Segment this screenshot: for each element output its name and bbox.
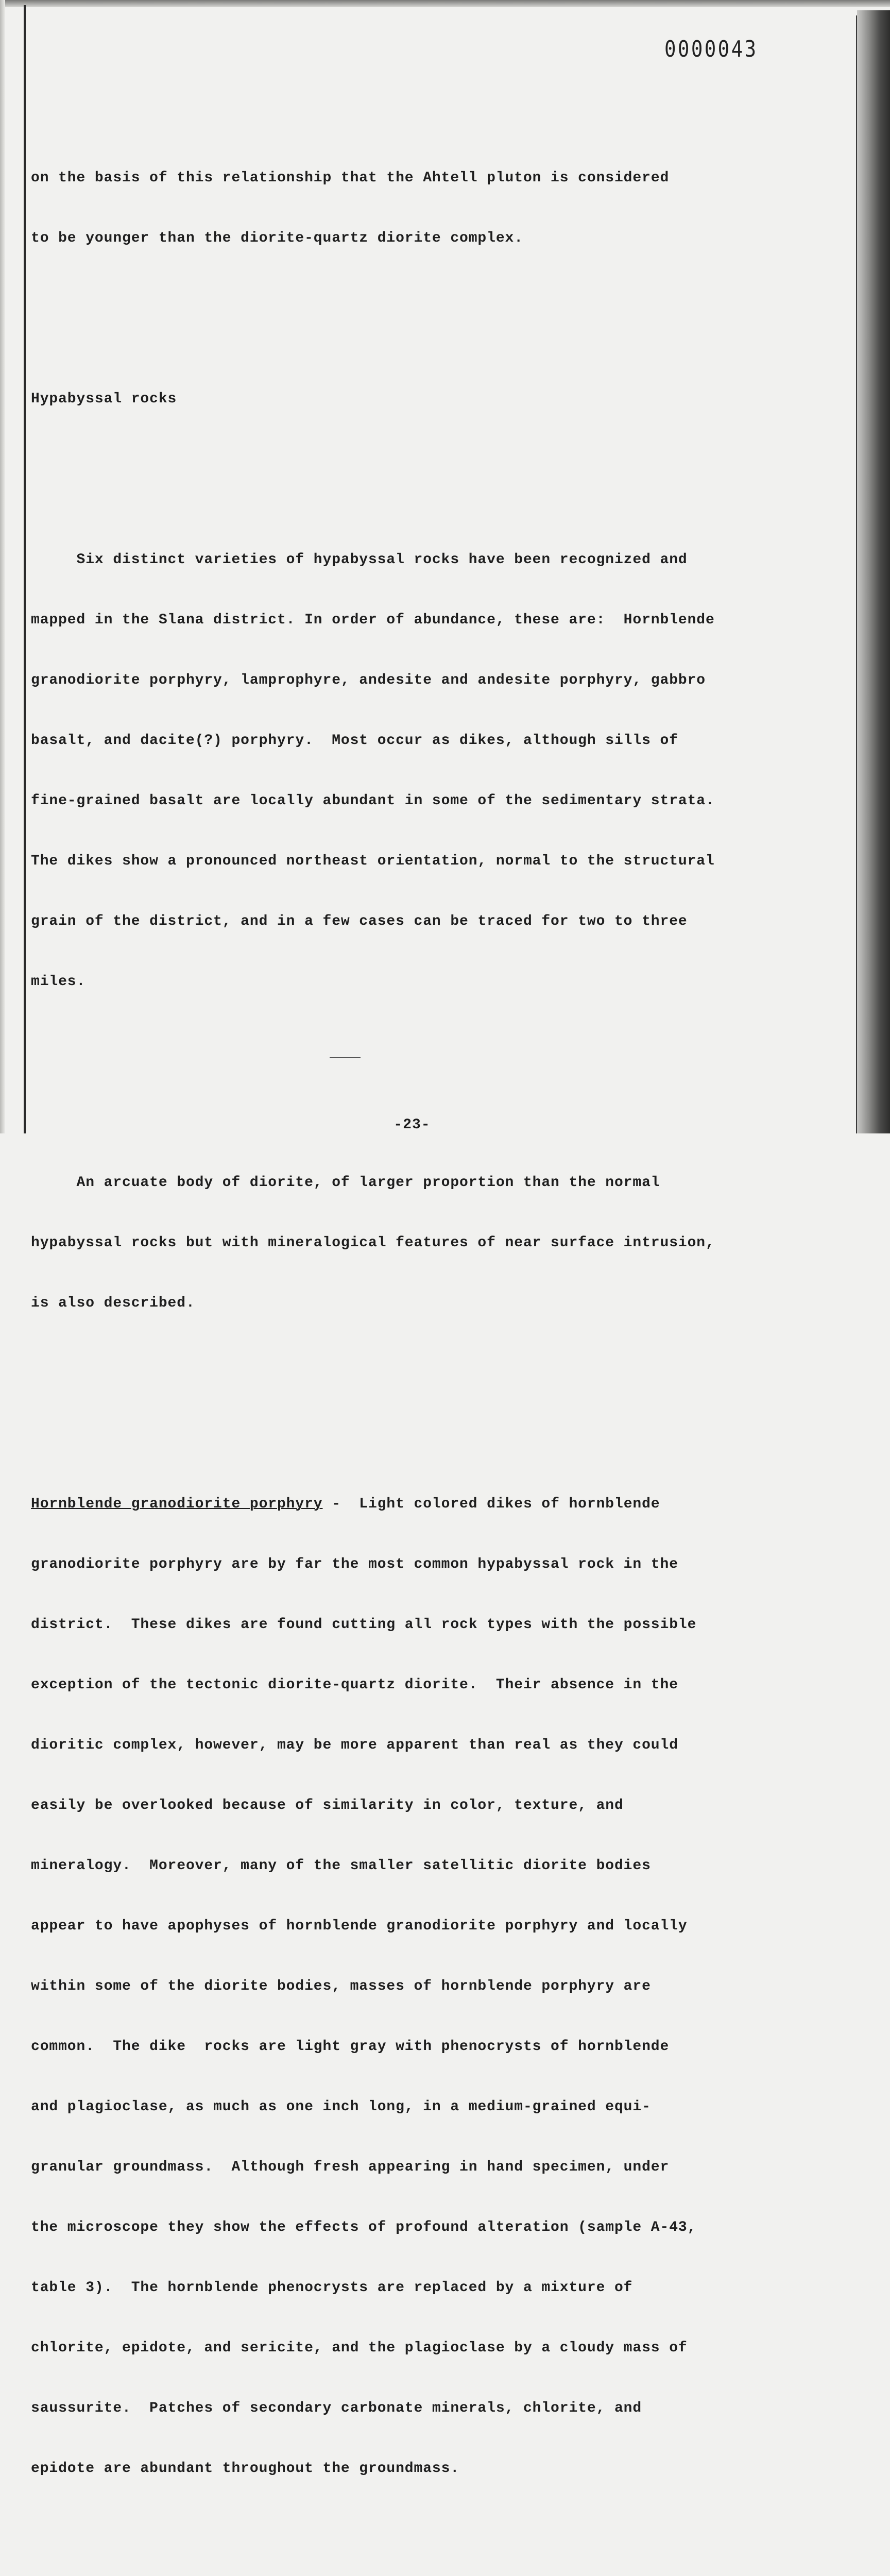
text-line: common. The dike rocks are light gray with phenocrysts of hornblende xyxy=(31,2039,670,2055)
text-line: within some of the diorite bodies, masses of hornblende porphyry are xyxy=(31,1978,651,1994)
text-line: miles. xyxy=(31,974,86,990)
text-line: An arcuate body of diorite, of larger proportion than the normal xyxy=(31,1175,660,1191)
text-line: grain of the district, and in a few cases can be traced for two to three xyxy=(31,913,688,929)
left-margin-line xyxy=(24,5,26,1133)
text-line: is also described. xyxy=(31,1295,195,1311)
text-line: epidote are abundant throughout the groundmass. xyxy=(31,2461,460,2477)
text-line: basalt, and dacite(?) porphyry. Most occur as dikes, although sills of xyxy=(31,733,678,749)
text-line: on the basis of this relationship that the Ahtell pluton is considered xyxy=(31,170,670,186)
subsection-title-hornblende: Hornblende granodiorite porphyry xyxy=(31,1496,323,1512)
text-line: fine-grained basalt are locally abundant in some of the sedimentary strata. xyxy=(31,793,715,809)
text-line: easily be overlooked because of similarity in color, texture, and xyxy=(31,1798,624,1814)
text-line: the microscope they show the effects of profound alteration (sample A-43, xyxy=(31,2219,697,2235)
text-line: hypabyssal rocks but with mineralogical features of near surface intrusion, xyxy=(31,1235,715,1251)
paragraph-2 xyxy=(31,510,855,1032)
paragraph-hornblende xyxy=(31,1454,855,2519)
scan-shadow-right xyxy=(857,10,890,1133)
text-line: saussurite. Patches of secondary carbonate minerals, chlorite, and xyxy=(31,2400,642,2416)
text-line: chlorite, epidote, and sericite, and the plagioclase by a cloudy mass of xyxy=(31,2340,688,2356)
text-line: and plagioclase, as much as one inch long, in a medium-grained equi- xyxy=(31,2099,651,2115)
page-number: -23- xyxy=(393,1117,431,1133)
page-body xyxy=(31,88,855,2576)
section-heading: Hypabyssal rocks xyxy=(31,391,177,407)
text-line: granodiorite porphyry, lamprophyre, andesite and andesite porphyry, gabbro xyxy=(31,672,706,688)
text-line: The dikes show a pronounced northeast orientation, normal to the structural xyxy=(31,853,715,869)
text-line: mapped in the Slana district. In order of abundance, these are: Hornblende xyxy=(31,612,715,628)
paragraph-3 xyxy=(31,1132,855,1353)
text-line: Six distinct varieties of hypabyssal rocks have been recognized and xyxy=(31,552,688,568)
paragraph-1 xyxy=(31,128,855,289)
scan-edge-left xyxy=(0,0,5,1133)
document-number: 0000043 xyxy=(664,36,758,62)
stray-mark xyxy=(330,1057,361,1058)
text-line xyxy=(31,1494,855,1514)
text-line: granodiorite porphyry are by far the most common hypabyssal rock in the xyxy=(31,1556,678,1572)
text-line: dioritic complex, however, may be more apparent than real as they could xyxy=(31,1737,678,1753)
text-line: mineralogy. Moreover, many of the smaller satellitic diorite bodies xyxy=(31,1858,651,1874)
text-span: - Light colored dikes of hornblende xyxy=(322,1496,660,1512)
scan-edge-top xyxy=(0,0,890,7)
text-line: granular groundmass. Although fresh appearing in hand specimen, under xyxy=(31,2159,670,2175)
text-line: to be younger than the diorite-quartz diorite complex. xyxy=(31,230,523,246)
text-line: exception of the tectonic diorite-quartz diorite. Their absence in the xyxy=(31,1677,678,1693)
text-line: table 3). The hornblende phenocrysts are replaced by a mixture of xyxy=(31,2280,633,2296)
text-line: district. These dikes are found cutting all rock types with the possible xyxy=(31,1617,697,1633)
text-line: appear to have apophyses of hornblende granodiorite porphyry and locally xyxy=(31,1918,688,1934)
